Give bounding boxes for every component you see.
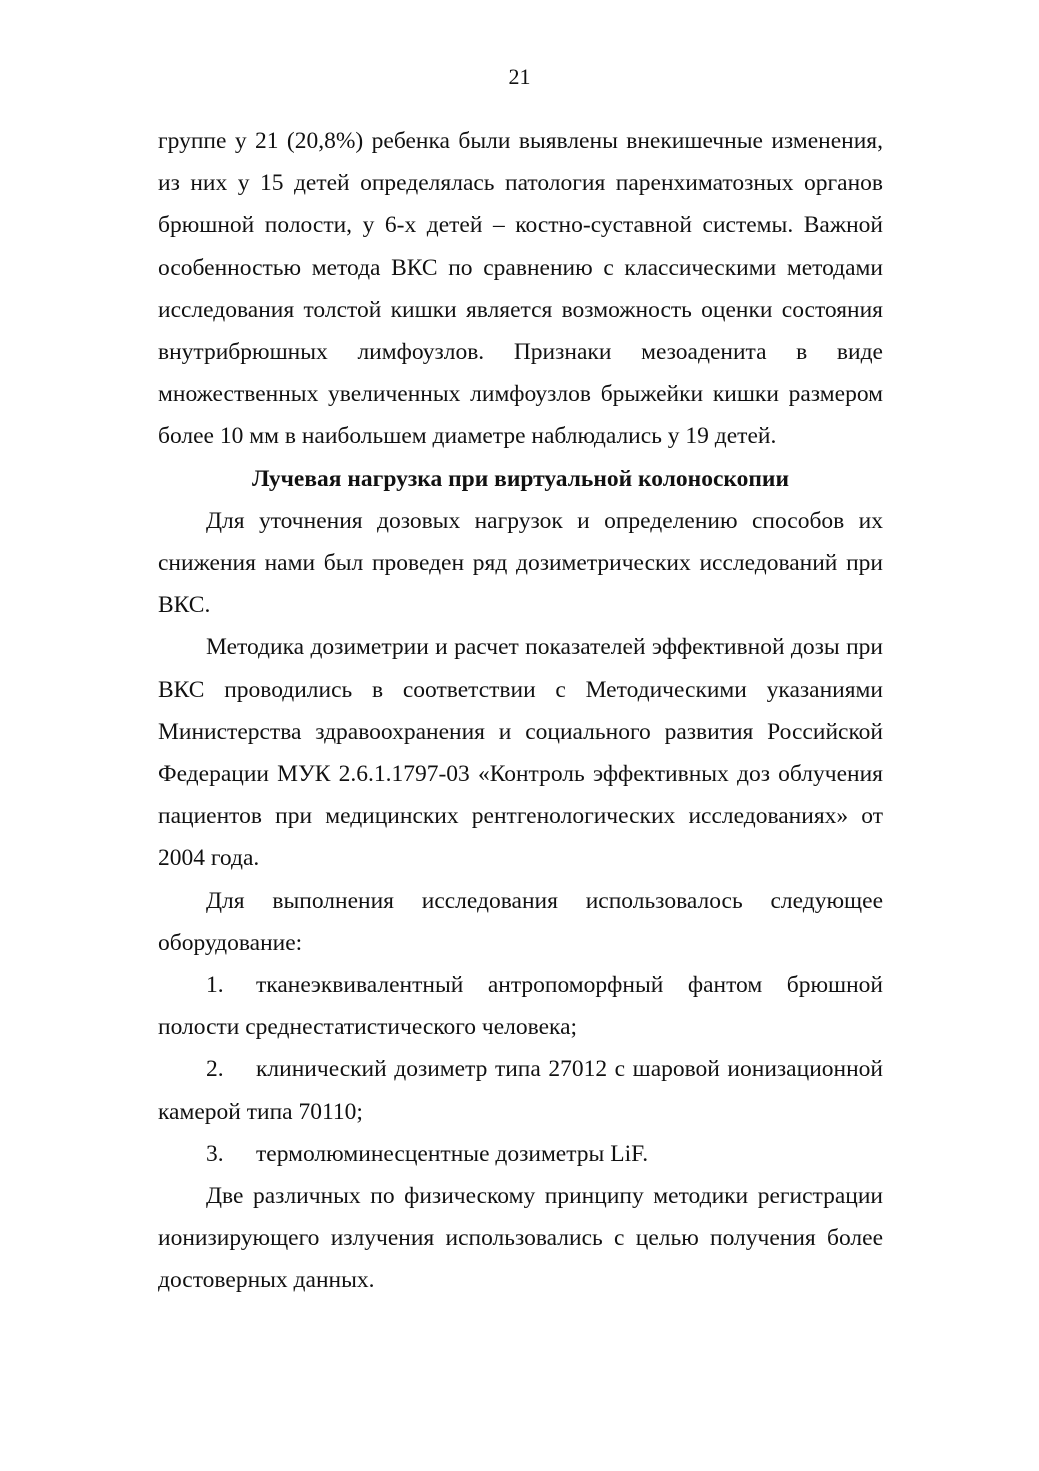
paragraph-registration-methods: Две различных по физическому принципу методики регистрации ионизирующего излучения использовались с целью получения более достоверных данных. — [158, 1183, 883, 1294]
list-item-text: клинический дозиметр типа 27012 с шаровой ионизационной камерой типа 70110; — [158, 1056, 883, 1125]
paragraph-dose-clarification: Для уточнения дозовых нагрузок и определению способов их снижения нами был проведен ряд дозиметрических исследований при ВКС. — [158, 507, 883, 619]
body-text — [158, 120, 883, 1302]
list-item — [158, 1048, 883, 1132]
paragraph-methodology: Методика дозиметрии и расчет показателей эффективной дозы при ВКС проводились в соответствии с Методическими указаниями Министерства здравоохранения и социального развития Российской Федерации МУК 2.6.1.1797-03 «Контроль эффективных доз облучения пациентов при медицинских рентгенологических исследованиях» от 2004 года. — [158, 634, 883, 872]
list-item-number: 3. — [206, 1140, 224, 1167]
paragraph-continuation: группе у 21 (20,8%) ребенка были выявлены внекишечные изменения, из них у 15 детей определялась патология паренхиматозных органов брюшной полости, у 6-х детей – костно-суставной системы. Важной особенностью метода ВКС по сравнению с классическими методами исследования толстой кишки является возможность оценки состояния внутрибрюшных лимфоузлов. Признаки мезоаденита в виде множественных увеличенных лимфоузлов брыжейки кишки размером более 10 мм в наибольшем диаметре наблюдались у 19 детей. — [158, 128, 883, 450]
section-heading: Лучевая нагрузка при виртуальной колоноскопии — [251, 465, 789, 492]
list-item — [158, 1133, 883, 1175]
list-item-number: 1. — [206, 972, 224, 999]
list-item-text: термолюминесцентные дозиметры LiF. — [256, 1140, 649, 1167]
page-number: 21 — [508, 64, 531, 89]
list-item-number: 2. — [206, 1056, 224, 1083]
list-item — [158, 964, 883, 1048]
paragraph-equipment-intro: Для выполнения исследования использовалось следующее оборудование: — [158, 887, 883, 956]
list-item-text: тканеэквивалентный антропоморфный фантом брюшной полости среднестатистического человека; — [158, 972, 883, 1041]
